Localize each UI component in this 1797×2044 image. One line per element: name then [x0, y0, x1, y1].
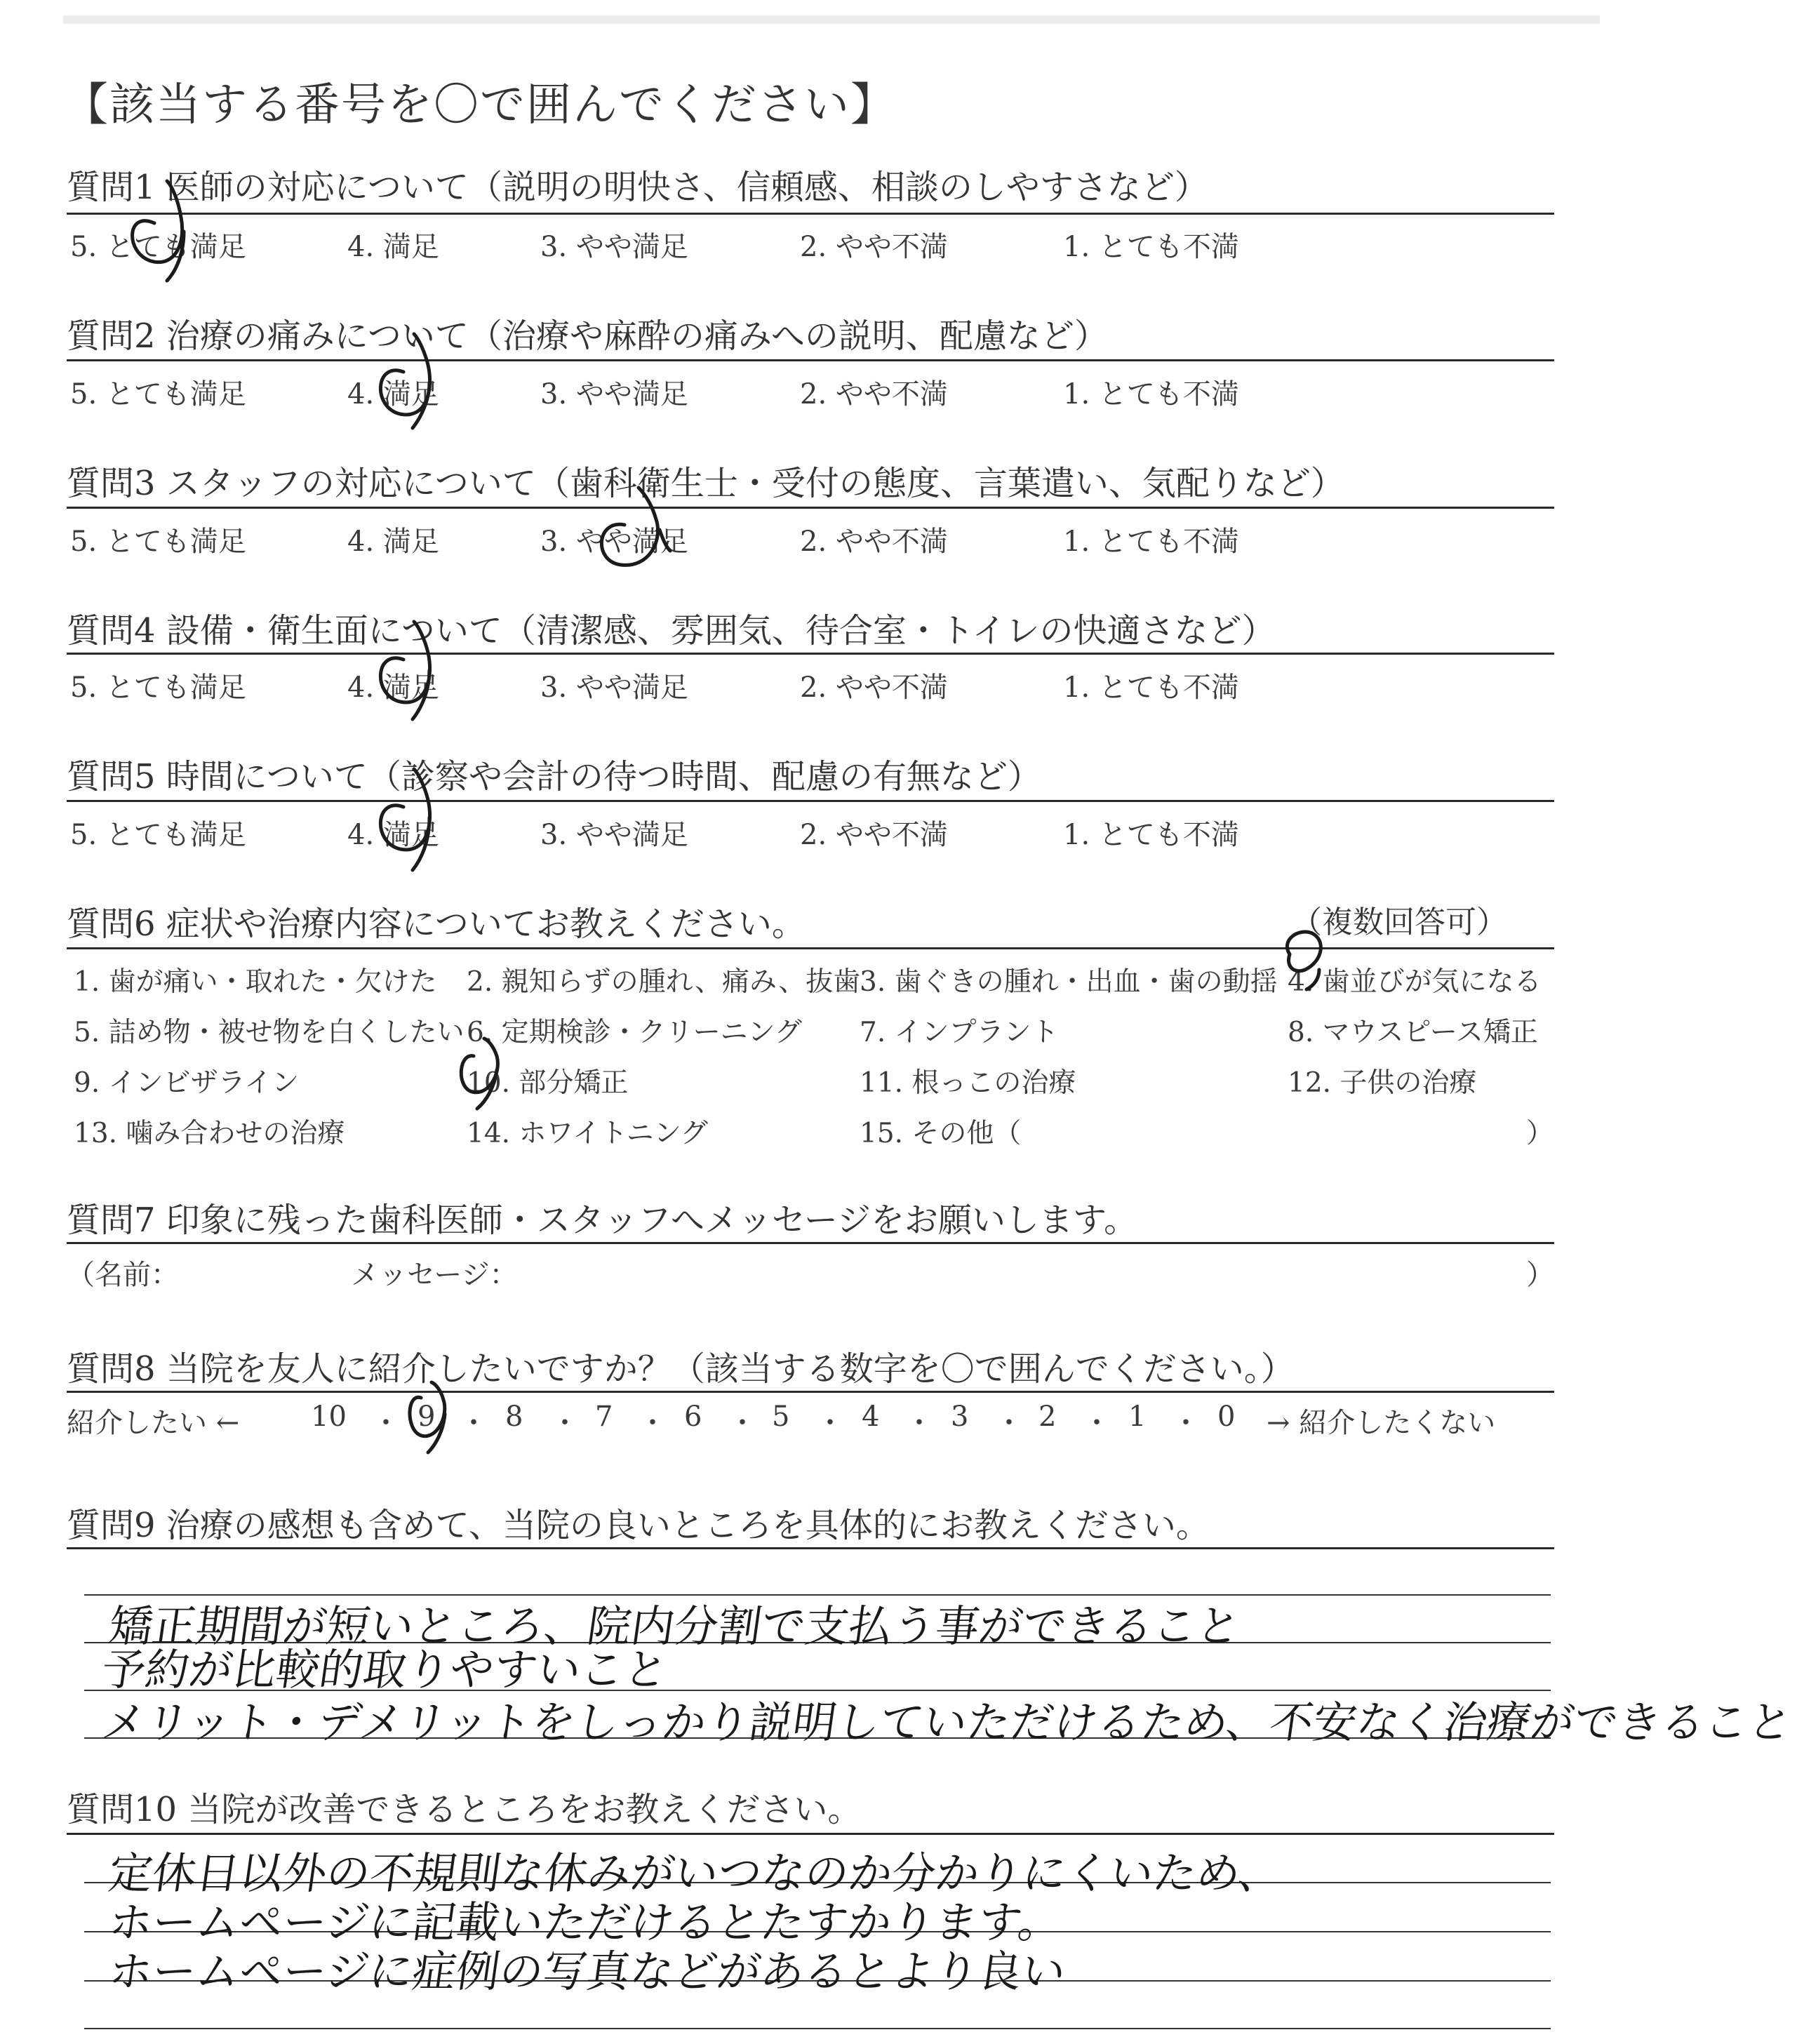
q9-title: 質問9 治療の感想も含めて、当院の良いところを具体的にお教えください。 [67, 1506, 1210, 1545]
q3-title: 質問3 スタッフの対応について（歯科衛生士・受付の態度、言葉遣い、気配りなど） [67, 464, 1344, 503]
q6-option-8[interactable]: 8. マウスピース矯正 [1288, 1017, 1538, 1048]
q3-option-1[interactable]: 1. とても不満 [1063, 526, 1239, 558]
q4-selection-mark [380, 622, 429, 719]
q6-option-13[interactable]: 13. 噛み合わせの治療 [74, 1118, 345, 1149]
q10-title: 質問10 当院が改善できるところをお教えください。 [67, 1790, 862, 1829]
q8-score-5[interactable]: 5 [772, 1401, 790, 1433]
q9-answer-text-2[interactable]: 予約が比較的取りやすいこと [98, 1644, 672, 1695]
q1-option-4[interactable]: 4. 満足 [347, 231, 439, 263]
q8-score-1[interactable]: 1 [1128, 1401, 1147, 1433]
q5-option-1[interactable]: 1. とても不満 [1063, 819, 1239, 851]
q8-score-10[interactable]: 10 [311, 1401, 347, 1433]
q8-right-label: → 紹介したくない [1267, 1407, 1496, 1439]
q2-option-4[interactable]: 4. 満足 [347, 378, 439, 410]
q8-score-2[interactable]: 2 [1038, 1401, 1057, 1433]
q4-option-1[interactable]: 1. とても不満 [1063, 672, 1239, 704]
q10-answer-text-3[interactable]: ホームページに症例の写真などがあるとより良い [105, 1946, 1069, 1997]
q8-score-8[interactable]: 8 [505, 1401, 523, 1433]
q2-option-5[interactable]: 5. とても満足 [70, 378, 246, 410]
q6-option-12[interactable]: 12. 子供の治療 [1288, 1067, 1477, 1099]
q8-score-0[interactable]: 0 [1217, 1401, 1236, 1433]
q6-option-6[interactable]: 6. 定期検診・クリーニング [467, 1017, 802, 1048]
q2-option-1[interactable]: 1. とても不満 [1063, 378, 1239, 410]
q9-answer-text-3[interactable]: メリット・デメリットをしっかり説明していただけるため、不安なく治療ができること [98, 1697, 1796, 1748]
q1-option-2[interactable]: 2. やや不満 [800, 231, 948, 263]
q5-title: 質問5 時間について（診察や会計の待つ時間、配慮の有無など） [67, 757, 1041, 796]
q6-multiple-note: （複数回答可） [1291, 904, 1507, 940]
q7-close-paren: ） [1526, 1259, 1554, 1291]
q1-option-1[interactable]: 1. とても不満 [1063, 231, 1239, 263]
q4-option-5[interactable]: 5. とても満足 [70, 672, 246, 704]
q1-option-3[interactable]: 3. やや満足 [540, 231, 688, 263]
q6-option-4[interactable]: 4. 歯並びが気になる [1288, 966, 1542, 998]
q8-score-3[interactable]: 3 [951, 1401, 969, 1433]
q8-score-6[interactable]: 6 [684, 1401, 702, 1433]
q9-answer-text-1[interactable]: 矯正期間が短いところ、院内分割で支払う事ができること [105, 1601, 1244, 1652]
q8-score-7[interactable]: 7 [595, 1401, 613, 1433]
q6-option-15[interactable]: 15. その他（ [860, 1118, 1022, 1149]
q7-name-label[interactable]: （名前： [67, 1259, 179, 1291]
q6-option-2[interactable]: 2. 親知らずの腫れ、痛み、抜歯 [467, 966, 861, 998]
q2-title: 質問2 治療の痛みについて（治療や麻酔の痛みへの説明、配慮など） [67, 316, 1108, 356]
q7-title: 質問7 印象に残った歯科医師・スタッフへメッセージをお願いします。 [67, 1201, 1138, 1240]
q8-separator: ・ [639, 1407, 667, 1439]
q3-option-5[interactable]: 5. とても満足 [70, 526, 246, 558]
q8-left-label: 紹介したい ← [67, 1407, 240, 1439]
q5-option-2[interactable]: 2. やや不満 [800, 819, 948, 851]
q8-title: 質問8 当院を友人に紹介したいですか？（該当する数字を〇で囲んでください。） [67, 1349, 1295, 1389]
q6-option-10-selection-mark [461, 1038, 497, 1109]
q6-other-close-paren: ） [1526, 1118, 1554, 1149]
q6-option-5[interactable]: 5. 詰め物・被せ物を白くしたい [74, 1017, 465, 1048]
q3-option-3[interactable]: 3. やや満足 [540, 526, 688, 558]
q3-selection-mark [601, 488, 670, 565]
q5-selection-mark [380, 769, 429, 870]
q5-option-3[interactable]: 3. やや満足 [540, 819, 688, 851]
q8-separator: ・ [905, 1407, 933, 1439]
q4-option-2[interactable]: 2. やや不満 [800, 672, 948, 704]
q4-option-3[interactable]: 3. やや満足 [540, 672, 688, 704]
q8-score-4[interactable]: 4 [862, 1401, 880, 1433]
q6-option-7[interactable]: 7. インプラント [860, 1017, 1059, 1048]
q6-option-9[interactable]: 9. インビザライン [74, 1067, 300, 1099]
q6-option-4-selection-mark [1287, 932, 1321, 989]
q6-option-1[interactable]: 1. 歯が痛い・取れた・欠けた [74, 966, 437, 998]
q2-selection-mark [380, 334, 429, 428]
q7-message-label[interactable]: メッセージ： [351, 1259, 518, 1291]
q3-option-4[interactable]: 4. 満足 [347, 526, 439, 558]
q10-answer-text-1[interactable]: 定休日以外の不規則な休みがいつなのか分かりにくいため、 [105, 1848, 1286, 1899]
q8-separator: ・ [372, 1407, 400, 1439]
q4-title: 質問4 設備・衛生面について（清潔感、雰囲気、待合室・トイレの快適さなど） [67, 611, 1276, 650]
q5-option-5[interactable]: 5. とても満足 [70, 819, 246, 851]
q2-option-2[interactable]: 2. やや不満 [800, 378, 948, 410]
q2-option-3[interactable]: 3. やや満足 [540, 378, 688, 410]
form-header: 【該当する番号を〇で囲んでください】 [63, 79, 897, 131]
q6-option-3[interactable]: 3. 歯ぐきの腫れ・出血・歯の動揺 [860, 966, 1278, 998]
q6-title: 質問6 症状や治療内容についてお教えください。 [67, 904, 806, 944]
q8-separator: ・ [728, 1407, 756, 1439]
q10-answer-text-2[interactable]: ホームページに記載いただけるとたすかります。 [105, 1897, 1066, 1948]
q8-score-9[interactable]: 9 [417, 1401, 436, 1433]
q1-title: 質問1 医師の対応について（説明の明快さ、信頼感、相談のしやすさなど） [67, 168, 1208, 207]
q6-option-10[interactable]: 10. 部分矯正 [467, 1067, 629, 1099]
q8-separator: ・ [995, 1407, 1023, 1439]
q6-option-11[interactable]: 11. 根っこの治療 [860, 1067, 1076, 1099]
q6-option-14[interactable]: 14. ホワイトニング [467, 1118, 708, 1149]
q8-separator: ・ [551, 1407, 579, 1439]
q1-selection-mark [133, 181, 184, 281]
q8-separator: ・ [460, 1407, 488, 1439]
q8-separator: ・ [1083, 1407, 1111, 1439]
q8-score-9-selection-mark [410, 1382, 445, 1452]
q1-option-5[interactable]: 5. とても満足 [70, 231, 246, 263]
q5-option-4[interactable]: 4. 満足 [347, 819, 439, 851]
q3-option-2[interactable]: 2. やや不満 [800, 526, 948, 558]
q8-separator: ・ [816, 1407, 844, 1439]
q4-option-4[interactable]: 4. 満足 [347, 672, 439, 704]
q8-separator: ・ [1172, 1407, 1200, 1439]
